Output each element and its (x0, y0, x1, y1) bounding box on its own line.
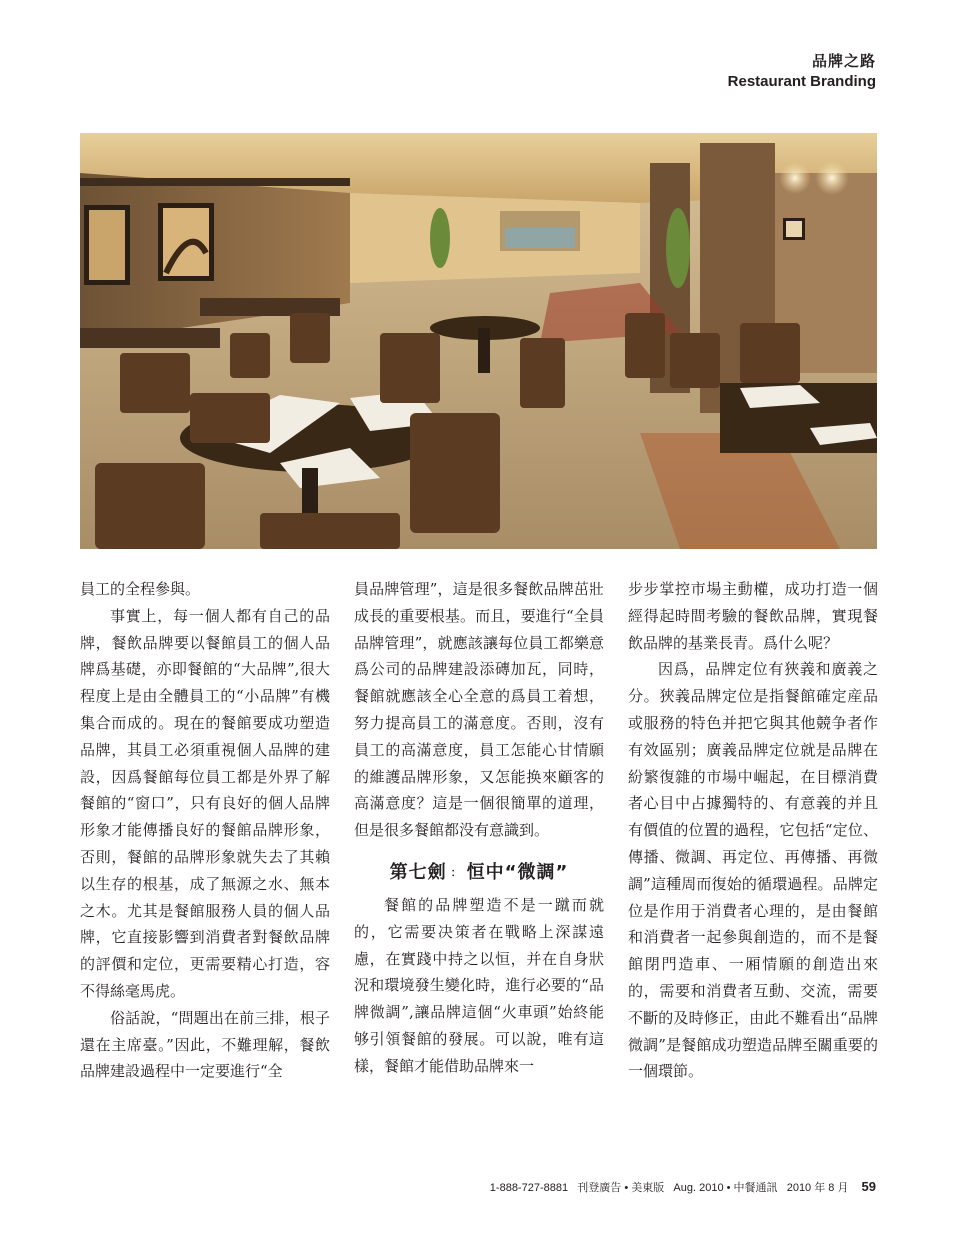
section-title-chinese: 品牌之路 (811, 52, 876, 70)
paragraph: 餐館的品牌塑造不是一蹴而就的，它需要决策者在戰略上深謀遠慮，在實踐中持之以恒，并在自身狀況和環境發生變化時，進行必要的“品牌微調”,讓品牌這個“火車頭”始終能够引領餐館的發展。可以說，唯有這樣，餐館才能借助品牌來一 (354, 895, 604, 1075)
section-title-english: Restaurant Branding (727, 73, 876, 90)
section-heading-separator: ： (450, 865, 463, 879)
page-number: 59 (861, 1179, 876, 1194)
paragraph: 員品牌管理”，這是很多餐飲品牌茁壯成長的重要根基。而且，要進行“全員品牌管理”，就應該讓每位員工都樂意爲公司的品牌建設添磚加瓦，同時，餐館就應該全心全意的爲員工着想，努力提高員工的滿意度。否則，沒有員工的高滿意度，員工怎能心甘情願的維護品牌形象，又怎能换來顧客的高滿意度？這是一個很簡單的道理，但是很多餐館都没有意識到。 (354, 580, 604, 840)
footer-phone: 1-888-727-8881 (489, 1182, 569, 1194)
paragraph: 員工的全程參與。 (80, 580, 201, 598)
page-footer (490, 1179, 876, 1195)
article-column-1 (80, 576, 330, 1085)
paragraph: 因爲，品牌定位有狹義和廣義之分。狹義品牌定位是指餐館確定産品或服務的特色并把它與其他競争者作有效區别；廣義品牌定位就是品牌在紛繁復雜的市場中崛起，在目標消費者心目中占據獨特的、有意義的并且有價值的位置的過程，它包括“定位、傳播、微調、再定位、再傳播、再微調”這種周而復始的循環過程。品牌定位是作用于消費者心理的，是由餐館和消費者一起參與創造的，而不是餐館閉門造車、一厢情願的創造出來的，需要和消費者互動、交流，需要不斷的及時修正，由此不難看出“品牌微調”是餐館成功塑造品牌至關重要的一個環節。 (628, 660, 878, 1081)
footer-issue-en: Aug. 2010 • 中餐通訊 (673, 1182, 778, 1194)
section-heading-left: 第七劍 (389, 861, 447, 883)
section-heading (354, 858, 604, 888)
paragraph: 俗話說，“問題出在前三排，根子還在主席臺。”因此，不難理解，餐飲品牌建設過程中一定要進行“全 (80, 1008, 330, 1081)
paragraph: 事實上，每一個人都有自己的品牌，餐飲品牌要以餐館員工的個人品牌爲基礎，亦即餐館的“大品牌”,很大程度上是由全體員工的“小品牌”有機集合而成的。現在的餐館要成功塑造品牌，其員工必須重視個人品牌的建設，因爲餐館每位員工都是外界了解餐館的“窗口”，只有良好的個人品牌形象才能傳播良好的餐館品牌形象，否則，餐館的品牌形象就失去了其賴以生存的根基，成了無源之水、無本之木。尤其是餐館服務人員的個人品牌，它直接影響到消費者對餐飲品牌的評價和定位，更需要精心打造，容不得絲毫馬虎。 (80, 606, 330, 1000)
section-heading-right: 恒中“微調” (466, 861, 569, 883)
footer-issue-cn: 2010 年 8 月 (786, 1182, 849, 1194)
section-header (728, 50, 876, 90)
footer-ad-text: 刊登廣告 • 美東版 (577, 1182, 665, 1194)
article-column-2 (354, 576, 604, 1080)
paragraph: 步步掌控市場主動權，成功打造一個經得起時間考驗的餐飲品牌，實現餐飲品牌的基業長青。爲什么呢？ (628, 580, 878, 652)
restaurant-photo (80, 133, 877, 549)
article-column-3 (628, 576, 878, 1085)
